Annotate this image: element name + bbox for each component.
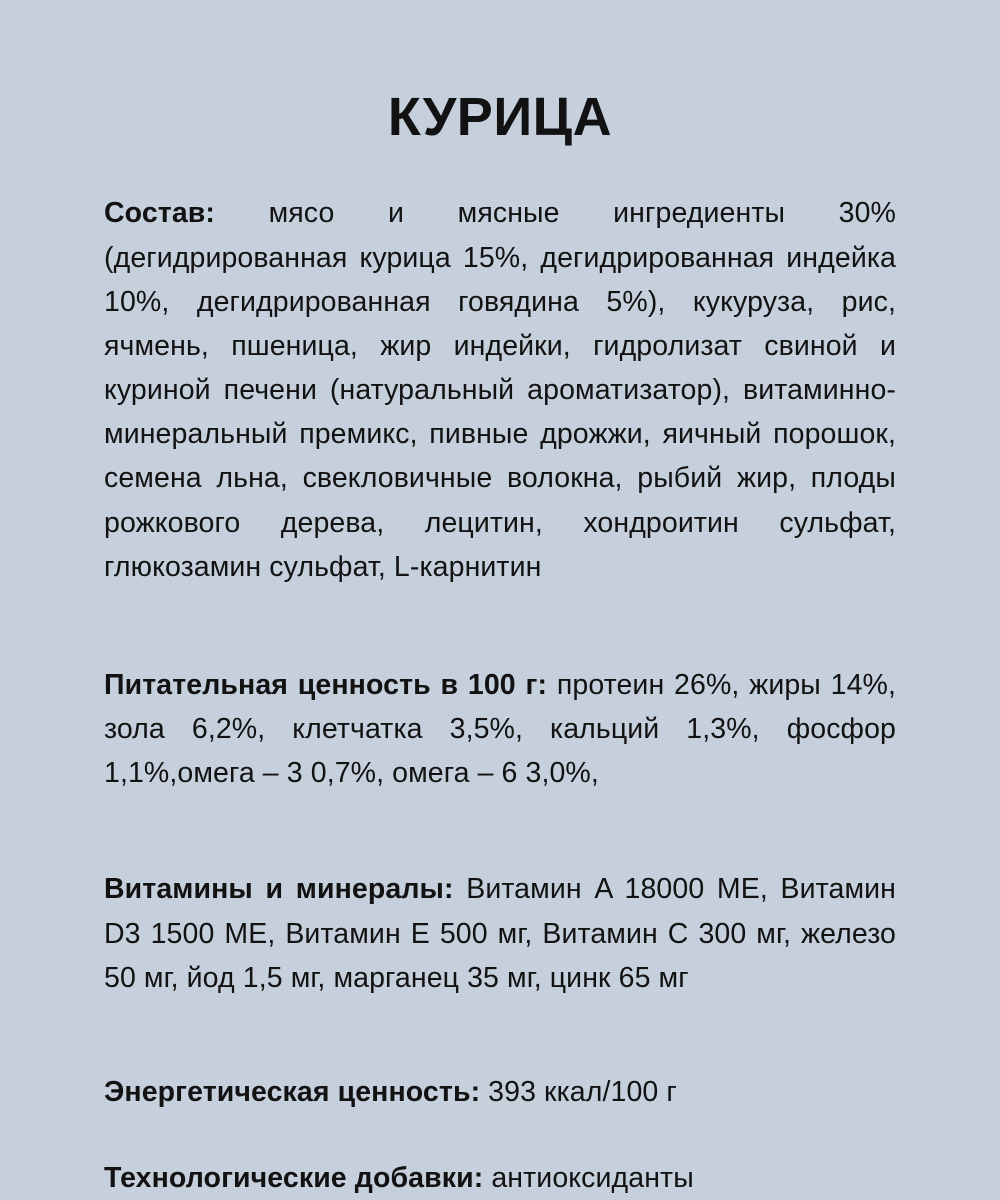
energy-paragraph (104, 1070, 896, 1114)
nutrition-label: Питательная ценность в 100 г: (104, 668, 548, 701)
additives-text: антиоксиданты (483, 1162, 694, 1195)
additives-paragraph (104, 1156, 896, 1200)
additives-label: Технологические добавки: (104, 1162, 484, 1195)
vitamins-label: Витамины и минералы: (104, 873, 454, 906)
vitamins-paragraph (104, 867, 896, 1000)
nutrition-paragraph (104, 663, 896, 796)
composition-paragraph (104, 191, 896, 589)
energy-label: Энергетическая ценность: (104, 1075, 481, 1108)
vitamins-text: Витамин A 18000 МЕ, Витамин D3 1500 МЕ, Витамин E 500 мг, Витамин C 300 мг, железо 50 мг, йод 1,5 мг, марганец 35 мг, цинк 65 мг (104, 873, 896, 994)
nutrition-text: протеин 26%, жиры 14%, зола 6,2%, клетчатка 3,5%, кальций 1,3%, фосфор 1,1%,омега – 3 0,7%, омега – 6 3,0%, (104, 668, 897, 790)
composition-text: мясо и мясные ингредиенты 30% (дегидрированная курица 15%, дегидрированная индейка 10%, дегидрированная говядина 5%), кукуруза, рис, ячмень, пшеница, жир индейки, гидролизат свиной и куриной печени (натуральный ароматизатор), витаминно-минеральный премикс, пивные дрожжи, яичный порошок, семена льна, свекловичные волокна, рыбий жир, плоды рожкового дерева, лецитин, хондроитин сульфат, глюкозамин сульфат, L-карнитин (104, 197, 896, 583)
energy-text: 393 ккал/100 г (480, 1075, 677, 1108)
page-title: КУРИЦА (387, 87, 613, 147)
composition-label: Состав: (104, 197, 215, 230)
